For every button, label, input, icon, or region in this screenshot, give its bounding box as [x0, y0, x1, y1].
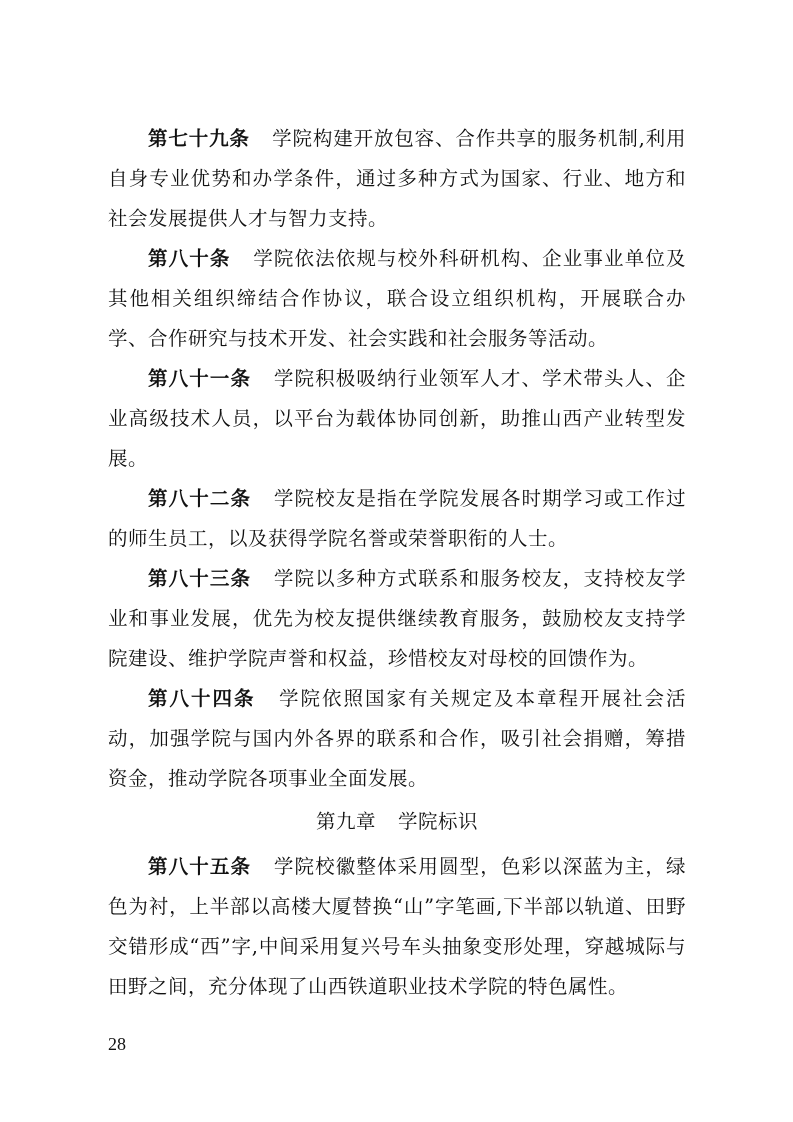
article-83: [108, 559, 686, 679]
article-79: [108, 119, 686, 239]
article-text: 学院积极吸纳行业领军人才、学术带头人、企业高级技术人员，以平台为载体协同创新，助推山西产业转型发展。: [108, 367, 686, 470]
article-84: [108, 679, 686, 799]
article-text: 学院以多种方式联系和服务校友，支持校友学业和事业发展，优先为校友提供继续教育服务，鼓励校友支持学院建设、维护学院声誉和权益，珍惜校友对母校的回馈作为。: [108, 567, 686, 670]
chapter-title: 学院标识: [398, 810, 479, 833]
chapter-heading: [108, 802, 686, 842]
article-text: 学院依法依规与校外科研机构、企业事业单位及其他相关组织缔结合作协议，联合设立组织机构，开展联合办学、合作研究与技术开发、社会实践和社会服务等活动。: [108, 247, 686, 350]
article-85: [108, 847, 686, 1007]
article-number: 第八十二条: [148, 487, 252, 510]
article-text: 学院校徽整体采用圆型，色彩以深蓝为主，绿色为衬，上半部以高楼大厦替换“山”字笔画,下半部以轨道、田野交错形成“西”字,中间采用复兴号车头抽象变形处理，穿越城际与田野之间，充分体现了山西铁道职业技术学院的特色属性。: [108, 855, 686, 998]
article-text: 学院依照国家有关规定及本章程开展社会活动，加强学院与国内外各界的联系和合作，吸引社会捐赠，筹措资金，推动学院各项事业全面发展。: [108, 687, 686, 790]
page-content: [108, 119, 686, 1007]
article-number: 第八十五条: [148, 855, 252, 878]
article-text: 学院校友是指在学院发展各时期学习或工作过的师生员工，以及获得学院名誉或荣誉职衔的人士。: [108, 487, 686, 550]
article-82: [108, 479, 686, 559]
article-number: 第八十一条: [148, 367, 252, 390]
article-number: 第八十条: [148, 247, 231, 270]
article-80: [108, 239, 686, 359]
article-text: 学院构建开放包容、合作共享的服务机制,利用自身专业优势和办学条件，通过多种方式为国家、行业、地方和社会发展提供人才与智力支持。: [108, 127, 686, 230]
page-number: 28: [108, 1034, 126, 1054]
article-number: 第七十九条: [148, 127, 250, 150]
chapter-number: 第九章: [315, 810, 376, 833]
article-81: [108, 359, 686, 479]
article-number: 第八十三条: [148, 567, 252, 590]
article-number: 第八十四条: [148, 687, 256, 710]
